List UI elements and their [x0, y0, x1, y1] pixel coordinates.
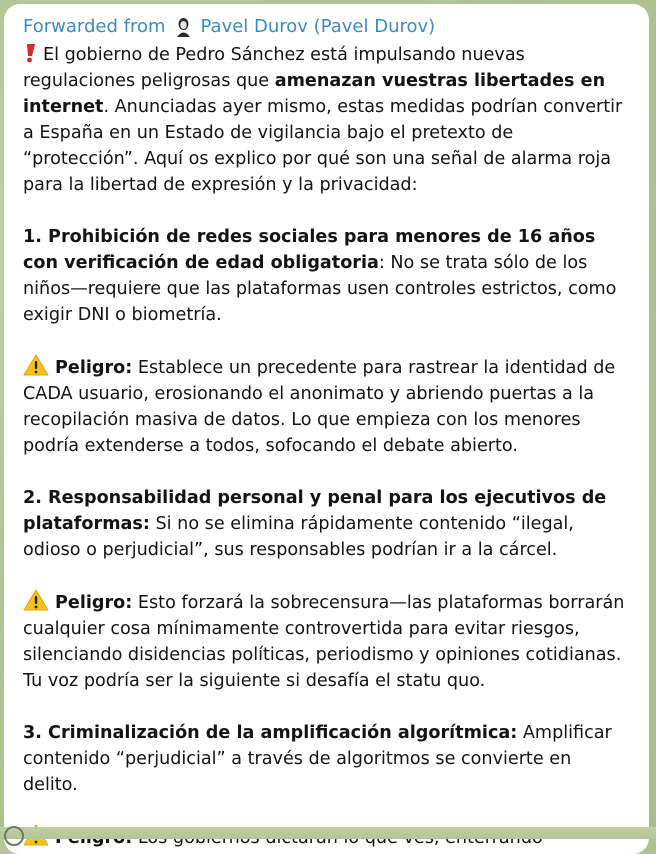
pavel-avatar-icon[interactable]	[175, 17, 192, 37]
message-bubble	[4, 4, 649, 854]
point-1-heading: 1. Prohibición de redes sociales para menores de 16 años con verificación de edad obligatoria	[23, 227, 596, 273]
point-1-paragraph: 1. Prohibición de redes sociales para menores de 16 años con verificación de edad obligatoria: No se trata sólo de los niños—requiere que las plataformas usen controles estrictos, como exigir DNI o biometría.	[23, 227, 617, 325]
chat-background-strip	[0, 827, 656, 839]
point-3-paragraph: 3. Criminalización de la amplificación algorítmica: Amplificar contenido “perjudicial” a través de algoritmos se convierte en delito.	[23, 723, 612, 795]
danger-2-paragraph: Peligro: Esto forzará la sobrecensura—las plataformas borrarán cualquier cosa mínimamente controvertida para evitar riesgos, silenciando disidencias políticas, periodismo y opiniones cotidianas. Tu voz podría ser la siguiente si desafía el statu quo.	[23, 589, 629, 694]
forwarded-header[interactable]	[23, 14, 629, 40]
intro-paragraph: El gobierno de Pedro Sánchez está impulsando nuevas regulaciones peligrosas que amenazan vuestras libertades en internet. Anunciadas ayer mismo, estas medidas podrían convertir a España en un Estado de vigilancia bajo el pretexto de “protección”. Aquí os explico por qué son una señal de alarma roja para la libertad de expresión y la privacidad:	[23, 45, 623, 195]
warning-icon	[23, 354, 49, 376]
message-text	[23, 42, 629, 851]
danger-2-label: Peligro:	[55, 593, 133, 613]
point-3-heading: 3. Criminalización de la amplificación algorítmica:	[23, 723, 518, 743]
red-exclamation-icon	[23, 43, 37, 63]
danger-1-paragraph: Peligro: Establece un precedente para rastrear la identidad de CADA usuario, erosionando el anonimato y abriendo puertas a la recopilación masiva de datos. Lo que empieza con los menores podría extenderse a todos, sofocando el debate abierto.	[23, 354, 629, 459]
forwarded-author[interactable]: Pavel Durov (Pavel Durov)	[200, 16, 436, 37]
point-2-heading: 2. Responsabilidad personal y penal para los ejecutivos de plataformas:	[23, 488, 607, 534]
danger-1-label: Peligro:	[55, 358, 133, 378]
warning-icon	[23, 589, 49, 611]
forwarded-prefix: Forwarded from	[23, 16, 166, 37]
point-2-paragraph: 2. Responsabilidad personal y penal para los ejecutivos de plataformas: Si no se elimina rápidamente contenido “ilegal, odioso o perjudicial”, sus responsables podrían ir a la cárcel.	[23, 488, 607, 560]
reaction-icon[interactable]	[4, 826, 24, 846]
